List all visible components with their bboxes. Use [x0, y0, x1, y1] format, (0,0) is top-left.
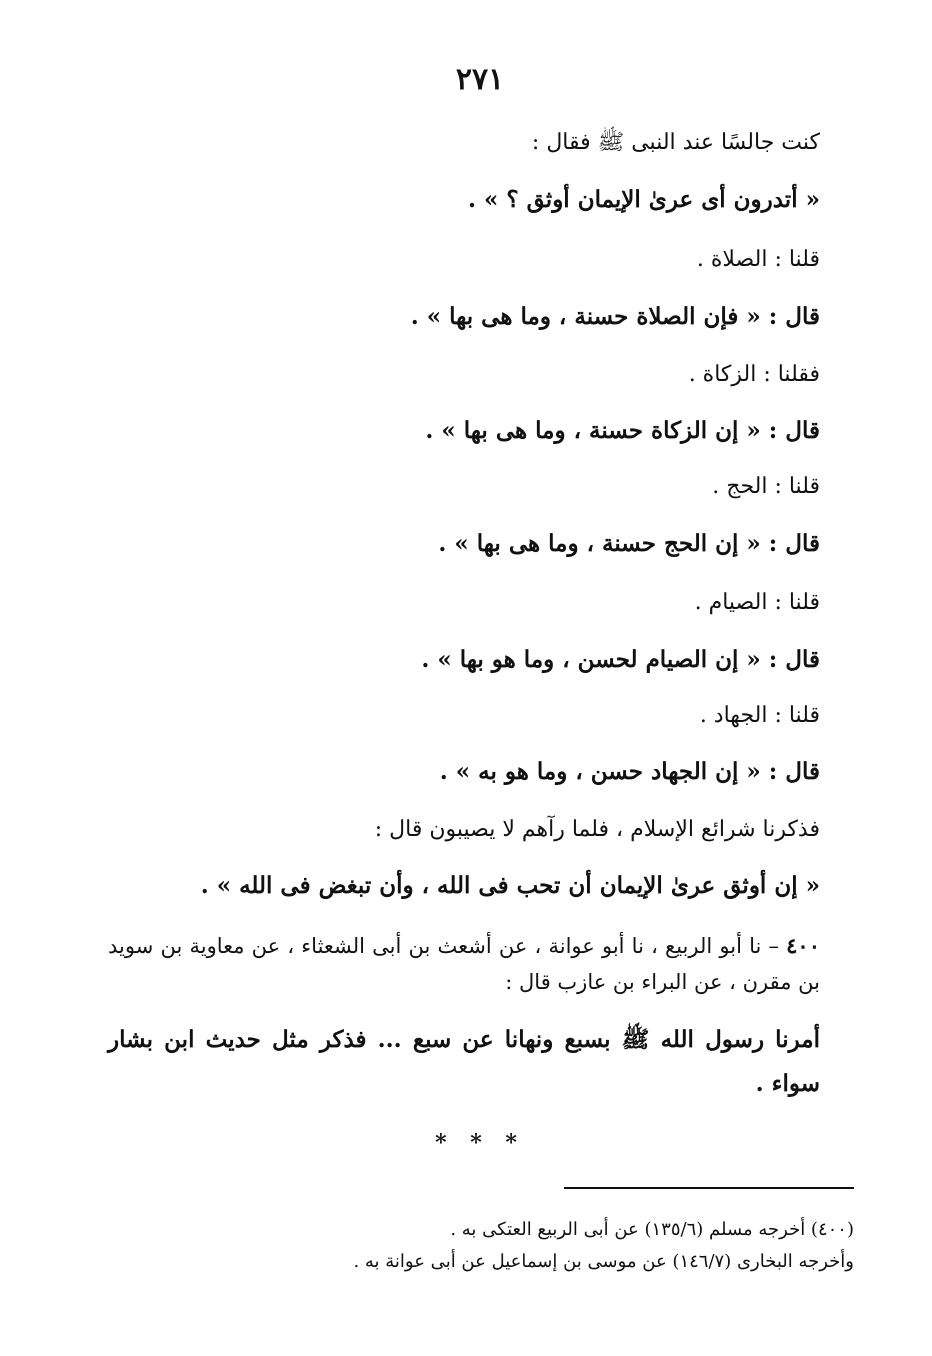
text-line: « إن أوثق عرىٰ الإيمان أن تحب فى الله ، وأن تبغض فى الله » . [200, 872, 820, 899]
hadith-400-matn: أمرنا رسول الله ﷺ بسبع ونهانا عن سبع ... فذكر مثل حديث ابن بشار سواء . [108, 1026, 820, 1097]
text-line: قلنا : الصيام . [694, 590, 820, 615]
text-line: قال : « إن الصيام لحسن ، وما هو بها » . [421, 646, 820, 673]
text-line: قال : « فإن الصلاة حسنة ، وما هى بها » . [410, 303, 820, 330]
page-number: ٢٧١ [455, 62, 505, 97]
text-line: فذكرنا شرائع الإسلام ، فلما رآهم لا يصيبون قال : [374, 817, 820, 842]
isnad-text: – نا أبو الربيع ، نا أبو عوانة ، عن أشعث بن أبى الشعثاء ، عن معاوية بن سويد بن مقرن ، عن البراء بن عازب قال : [108, 934, 820, 994]
text-line: « أتدرون أى عرىٰ الإيمان أوثق ؟ » . [468, 186, 820, 213]
text-line: قلنا : الحج . [712, 474, 820, 499]
hadith-number: ٤٠٠ [786, 933, 820, 958]
hadith-400-isnad [108, 928, 820, 1000]
footnote-line: (٤٠٠) أخرجه مسلم (١٣٥/٦) عن أبى الربيع العتكى به . [450, 1219, 854, 1240]
footnote-divider [564, 1187, 854, 1189]
text-line: فقلنا : الزكاة . [688, 362, 820, 387]
text-line: قلنا : الجهاد . [699, 703, 820, 728]
text-line: قال : « إن الزكاة حسنة ، وما هى بها » . [425, 417, 820, 444]
section-separator: * * * [435, 1130, 525, 1156]
text-line: قال : « إن الجهاد حسن ، وما هو به » . [439, 758, 820, 785]
text-line: قلنا : الصلاة . [696, 247, 820, 272]
text-line: قال : « إن الحج حسنة ، وما هى بها » . [438, 530, 820, 557]
footnote-line: وأخرجه البخارى (١٤٦/٧) عن موسى بن إسماعيل عن أبى عوانة به . [353, 1251, 854, 1272]
text-line: كنت جالسًا عند النبى ﷺ فقال : [531, 130, 820, 155]
